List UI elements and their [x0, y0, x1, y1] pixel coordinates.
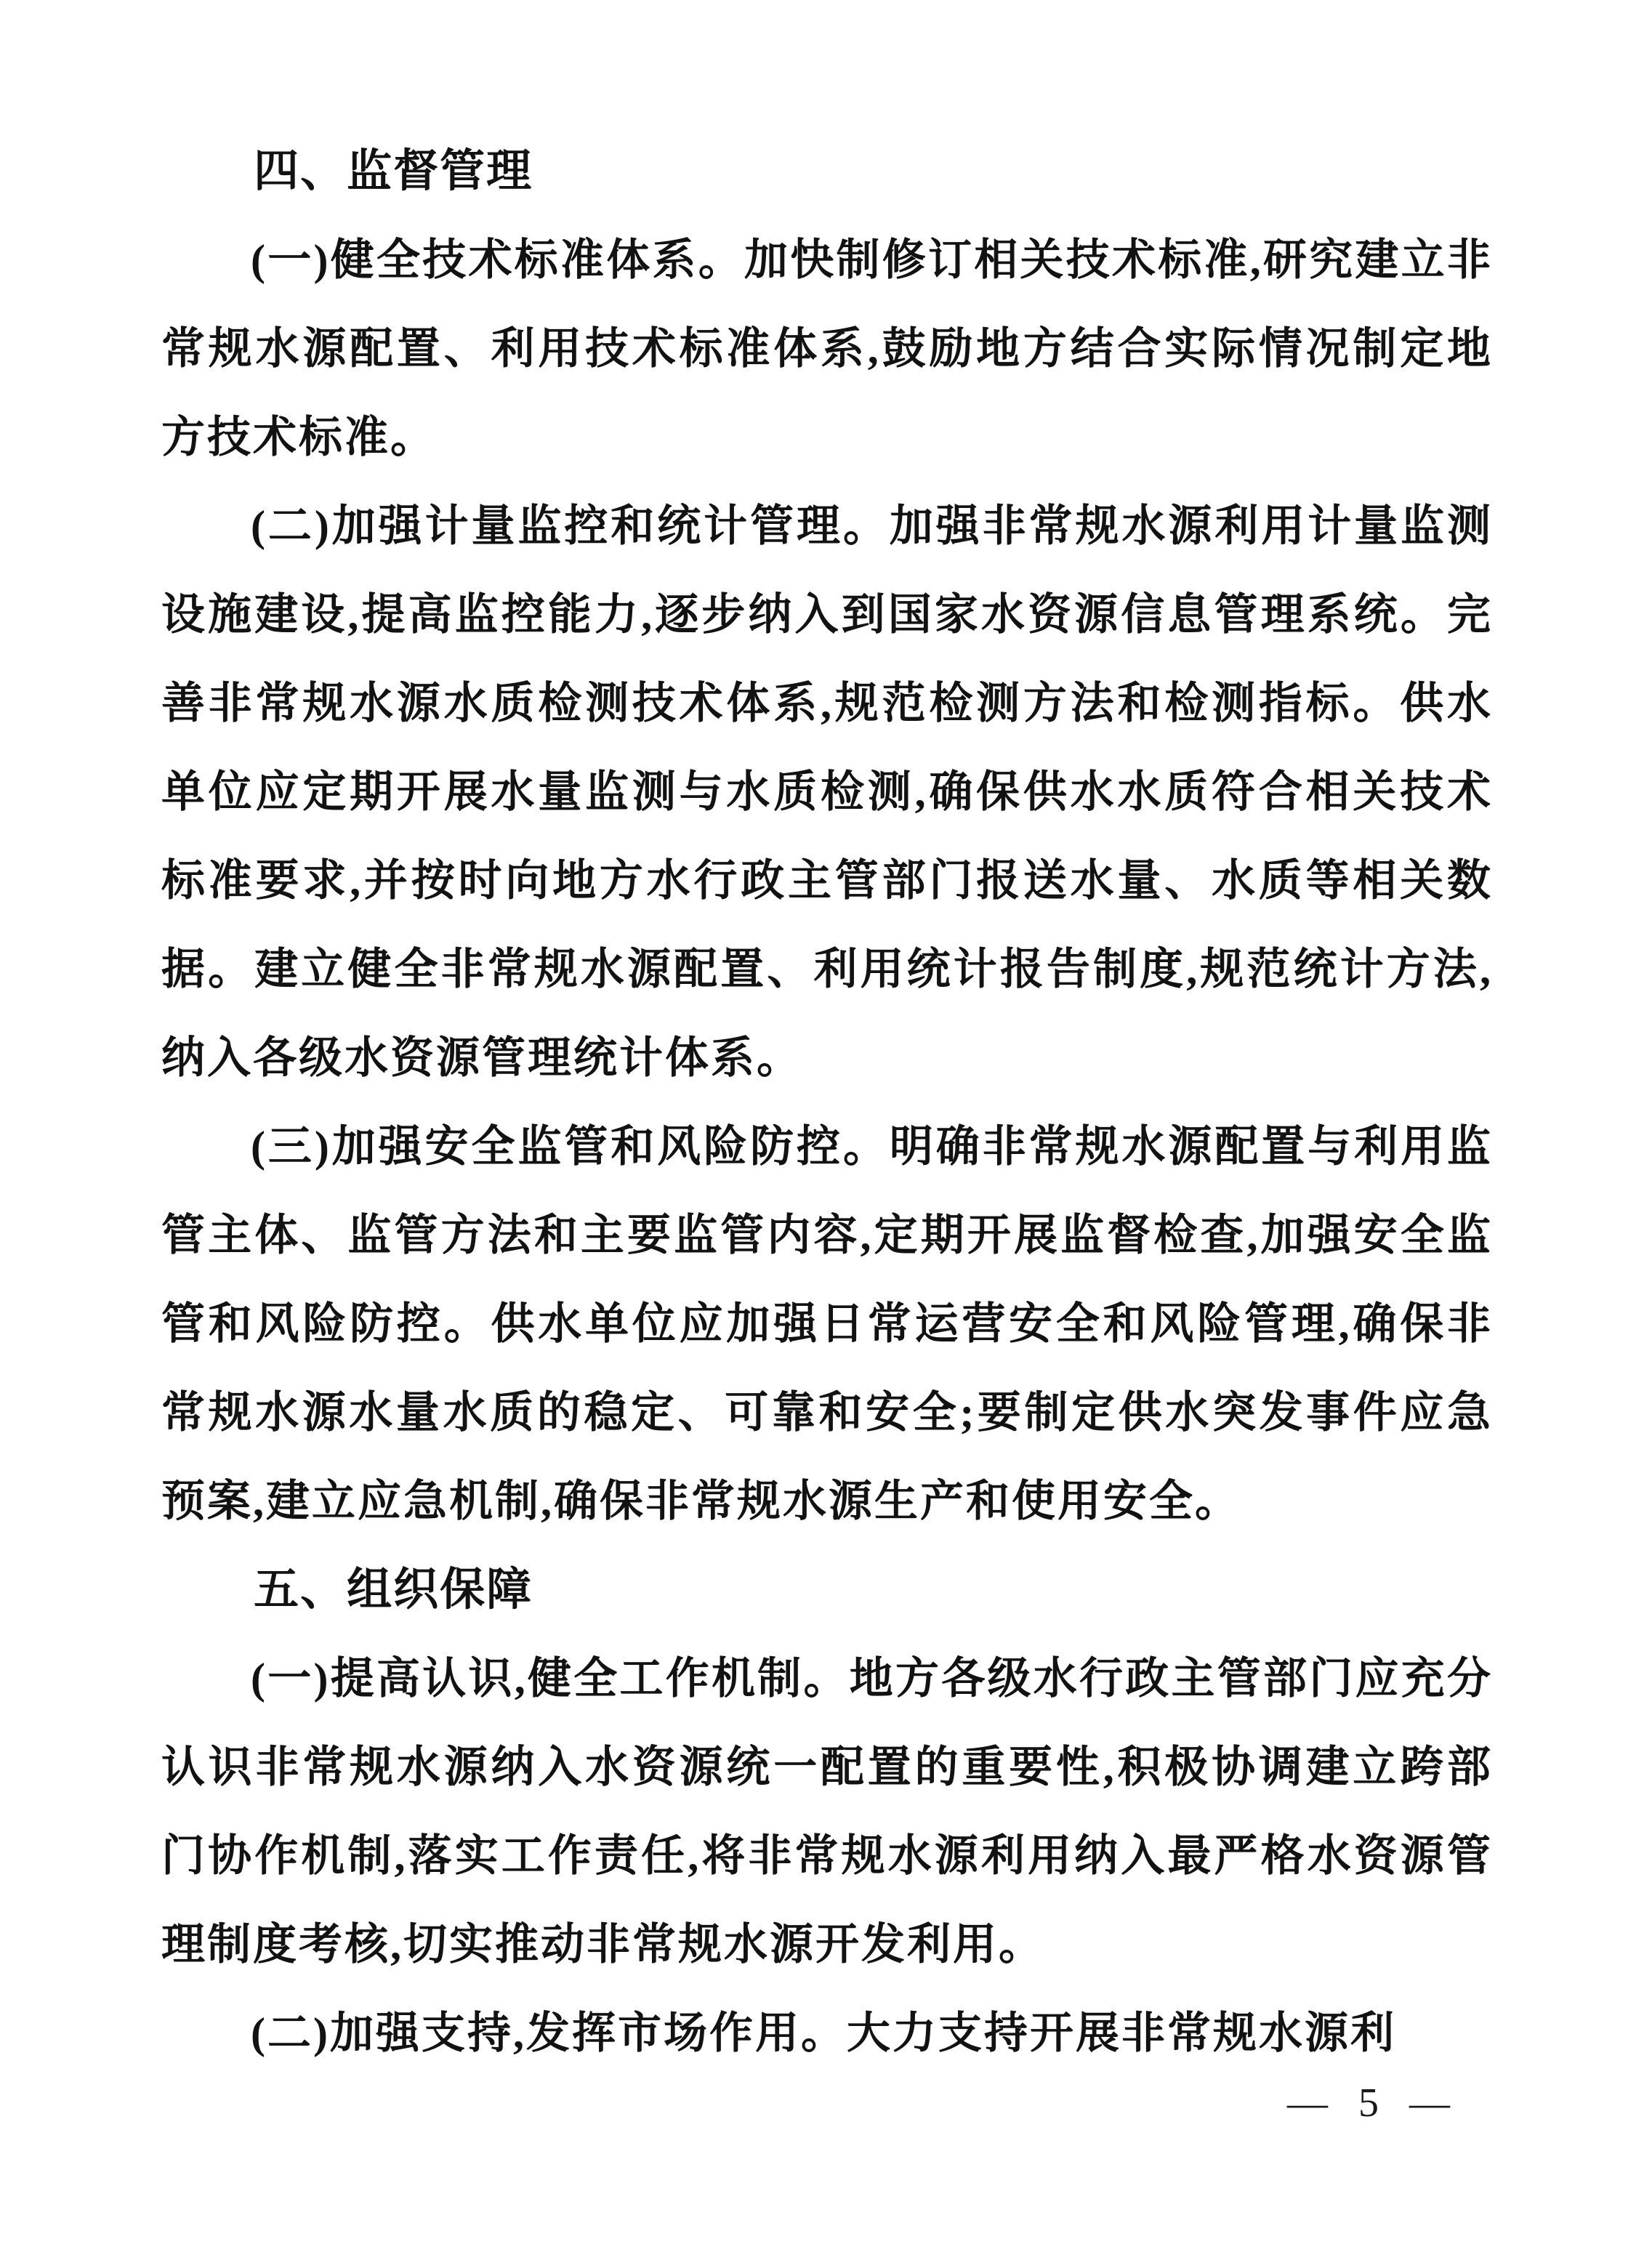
paragraph-standards-system: (一)健全技术标准体系。加快制修订相关技术标准,研究建立非常规水源配置、利用技术标准体系,鼓励地方结合实际情况制定地方技术标准。 — [161, 236, 1493, 461]
document-body — [161, 127, 1493, 2078]
paragraph-metering-statistics: (二)加强计量监控和统计管理。加强非常规水源利用计量监测设施建设,提高监控能力,逐步纳入到国家水资源信息管理系统。完善非常规水源水质检测技术体系,规范检测方法和检测指标。供水单位应定期开展水量监测与水质检测,确保供水水质符合相关技术标准要求,并按时向地方水行政主管部门报送水量、水质等相关数据。建立健全非常规水源配置、利用统计报告制度,规范统计方法,纳入各级水资源管理统计体系。 — [161, 502, 1493, 1082]
section-heading-organization: 五、组织保障 — [254, 1565, 533, 1615]
page-number: — 5 — — [1287, 2081, 1460, 2126]
paragraph-support-market: (二)加强支持,发挥市场作用。大力支持开展非常规水源利 — [251, 2009, 1396, 2057]
paragraph-awareness-mechanism: (一)提高认识,健全工作机制。地方各级水行政主管部门应充分认识非常规水源纳入水资源统一配置的重要性,积极协调建立跨部门协作机制,落实工作责任,将非常规水源利用纳入最严格水资源管理制度考核,切实推动非常规水源开发利用。 — [161, 1655, 1493, 1969]
paragraph-safety-risk: (三)加强安全监管和风险防控。明确非常规水源配置与利用监管主体、监管方法和主要监管内容,定期开展监督检查,加强安全监管和风险防控。供水单位应加强日常运营安全和风险管理,确保非常规水源水量水质的稳定、可靠和安全;要制定供水突发事件应急预案,建立应急机制,确保非常规水源生产和使用安全。 — [161, 1123, 1493, 1525]
section-heading-supervision: 四、监督管理 — [254, 147, 533, 196]
